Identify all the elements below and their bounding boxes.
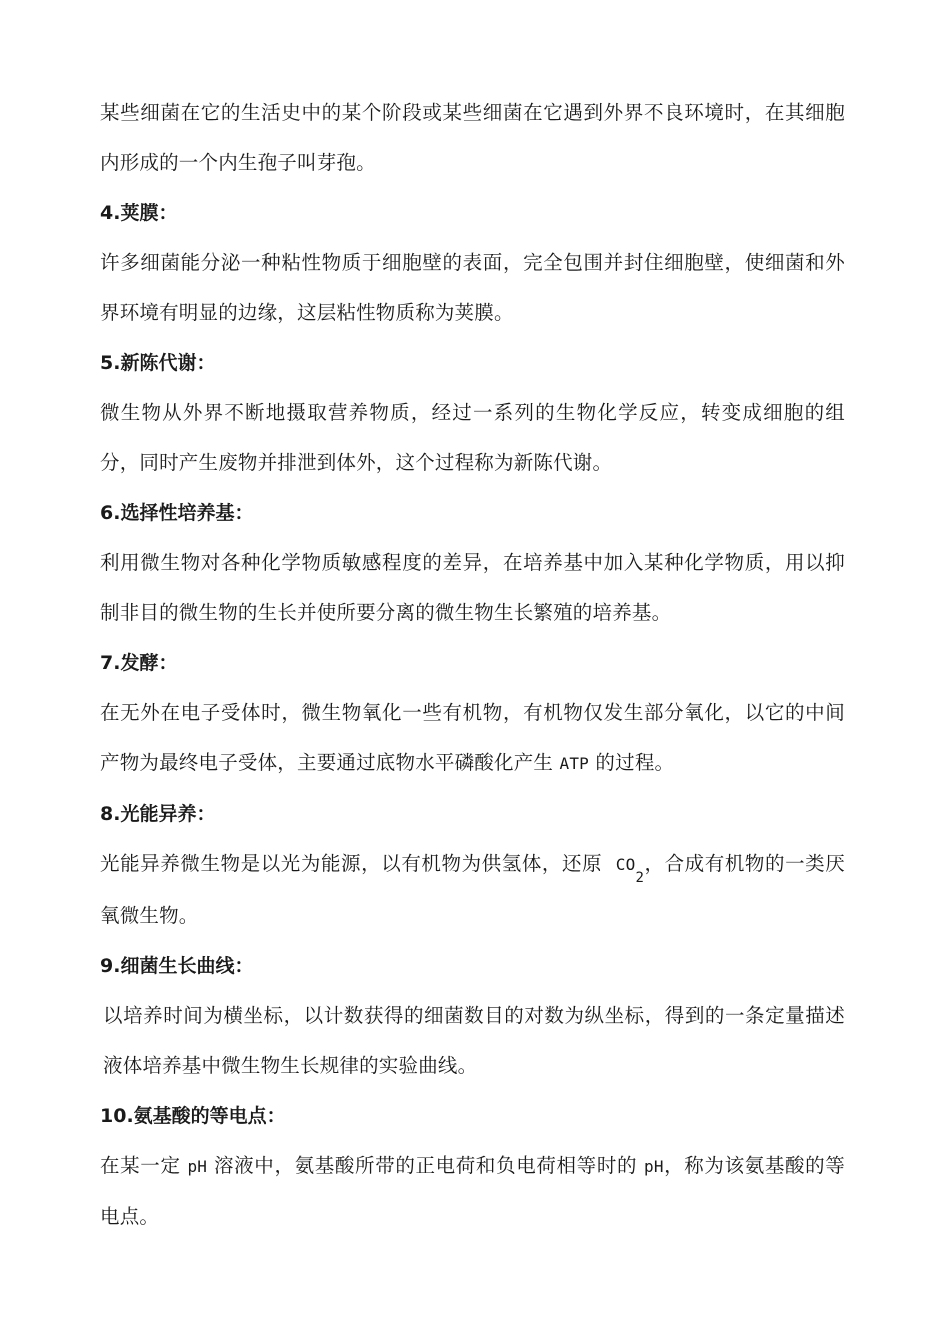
co2-formula	[615, 855, 645, 886]
section-9-body: 以培养时间为横坐标，以计数获得的细菌数目的对数为纵坐标，得到的一条定量描述液体培养基中微生物生长规律的实验曲线。	[103, 1004, 845, 1077]
section-8-body	[100, 839, 845, 941]
section-4-heading: 4.荚膜：	[100, 202, 178, 224]
section-10-heading: 10.氨基酸的等电点：	[100, 1105, 286, 1127]
section-5-heading: 5.新陈代谢：	[100, 352, 216, 374]
section-7-body-part-a: 在无外在电子受体时，微生物氧化一些有机物，有机物仅发生部分氧化，以它的中间产物为最终电子受体，主要通过底物水平磷酸化产生	[100, 701, 845, 774]
section-10-body-part-c: ，称为该氨基酸的等电点。	[100, 1154, 846, 1228]
section-5-body: 微生物从外界不断地摄取营养物质，经过一系列的生物化学反应，转变成细胞的组分，同时产生废物并排泄到体外，这个过程称为新陈代谢。	[100, 401, 845, 474]
section-6-heading: 6.选择性培养基：	[100, 502, 254, 524]
ph-term-2: pH	[644, 1157, 664, 1176]
section-7-body	[100, 688, 845, 789]
section-7-heading: 7.发酵：	[100, 652, 178, 674]
ph-term-1: pH	[187, 1157, 208, 1176]
document-page	[100, 88, 845, 1242]
section-9-heading: 9.细菌生长曲线：	[100, 955, 254, 977]
section-10-body-part-b: 溶液中，氨基酸所带的正电荷和负电荷相等时的	[214, 1154, 638, 1177]
section-8-body-part-b: ，合成有机物的一类厌氧微生物。	[100, 852, 845, 927]
section-6-body: 利用微生物对各种化学物质敏感程度的差异，在培养基中加入某种化学物质，用以抑制非目的微生物的生长并使所要分离的微生物生长繁殖的培养基。	[100, 551, 845, 624]
atp-term: ATP	[559, 754, 590, 773]
section-8-body-part-a: 光能异养微生物是以光为能源，以有机物为供氢体，还原	[100, 852, 603, 875]
section-7-body-part-b: 的过程。	[595, 751, 675, 774]
section-4-body: 许多细菌能分泌一种粘性物质于细胞壁的表面，完全包围并封住细胞壁，使细菌和外界环境有明显的边缘，这层粘性物质称为荚膜。	[100, 251, 845, 324]
section-10-body-part-a: 在某一定	[100, 1154, 181, 1177]
co2-base: CO	[615, 855, 636, 874]
section-10-body	[100, 1141, 845, 1242]
section-8-heading: 8.光能异养：	[100, 803, 216, 825]
co2-subscript: 2	[635, 870, 645, 886]
intro-paragraph: 某些细菌在它的生活史中的某个阶段或某些细菌在它遇到外界不良环境时，在其细胞内形成的一个内生孢子叫芽孢。	[100, 101, 845, 174]
